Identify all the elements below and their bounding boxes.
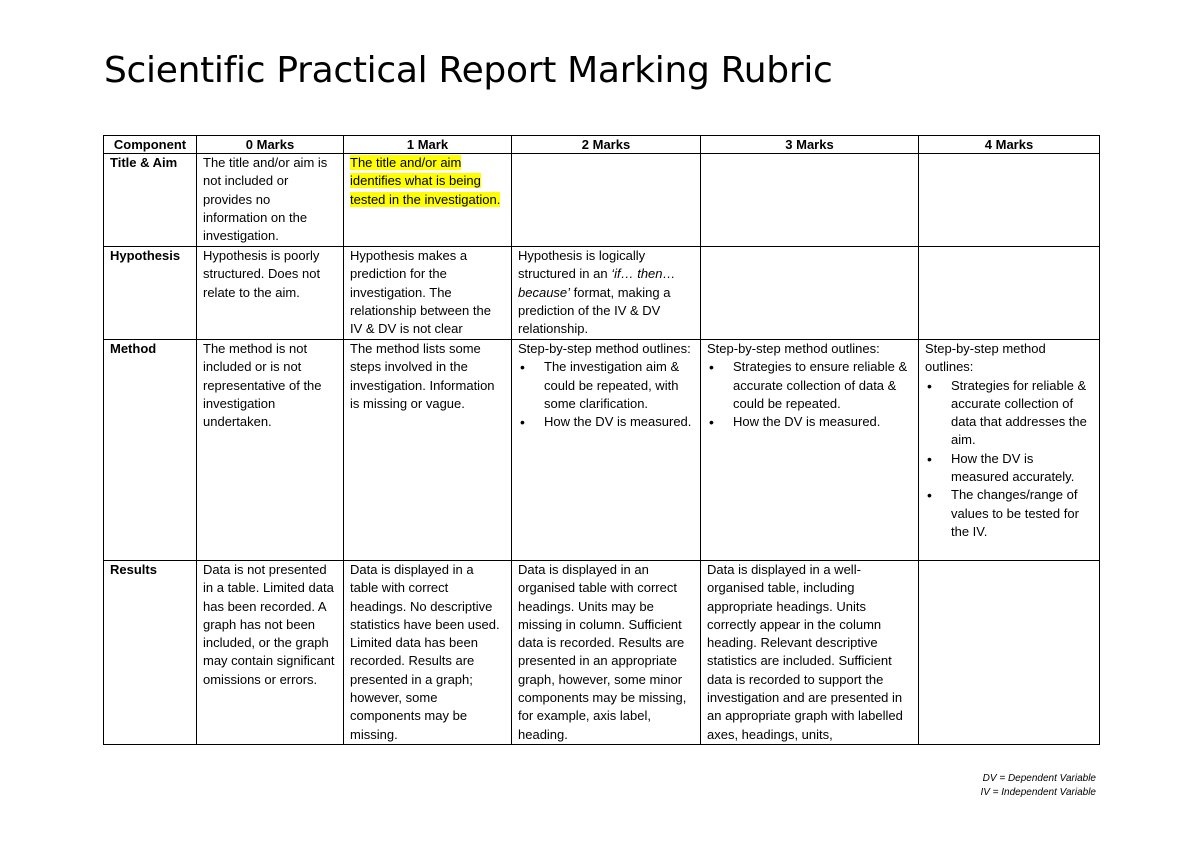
- row-label-results: Results: [104, 561, 197, 745]
- method-3-bullets: [707, 358, 912, 431]
- method-2-intro: Step-by-step method outlines:: [518, 341, 691, 356]
- hypothesis-2-text-a: Hypothesis is logically structured in an: [518, 248, 646, 282]
- list-item: • Strategies to ensure reliable & accurate collection of data & could be repeated.: [733, 358, 912, 413]
- cell-method-2: [512, 340, 701, 561]
- header-2-marks: 2 Marks: [512, 136, 701, 154]
- header-3-marks: 3 Marks: [701, 136, 919, 154]
- row-label-method: Method: [104, 340, 197, 561]
- table-row-results: [104, 561, 1100, 745]
- cell-method-3: [701, 340, 919, 561]
- header-0-marks: 0 Marks: [197, 136, 344, 154]
- cell-title-aim-4: [919, 154, 1100, 247]
- hypothesis-2-format: ‘if… then… because’: [518, 266, 676, 300]
- list-item: • How the DV is measured.: [544, 413, 694, 431]
- list-item: • Strategies for reliable & accurate collection of data that addresses the aim.: [951, 377, 1093, 450]
- header-component: Component: [104, 136, 197, 154]
- rubric-table: [103, 135, 1100, 745]
- cell-title-aim-2: [512, 154, 701, 247]
- method-2-bullets: [518, 358, 694, 431]
- hypothesis-2-text-b: format, making a prediction of the IV & DV relationship.: [518, 284, 671, 337]
- cell-results-0: Data is not presented in a table. Limited data has been recorded. A graph has not been included, or the graph may contain significant omissions or errors.: [197, 561, 344, 745]
- cell-hypothesis-3: [701, 247, 919, 340]
- cell-results-1: Data is displayed in a table with correct headings. No descriptive statistics have been used. Limited data has been recorded. Results are presented in a graph; however, some components may be missing.: [344, 561, 512, 745]
- list-item: • The changes/range of values to be tested for the IV.: [951, 486, 1093, 541]
- list-item: • How the DV is measured.: [733, 413, 912, 431]
- cell-title-aim-3: [701, 154, 919, 247]
- table-row-hypothesis: [104, 247, 1100, 340]
- footnote-iv: IV = Independent Variable: [980, 787, 1096, 798]
- cell-results-3: Data is displayed in a well-organised table, including appropriate headings. Units correctly appear in the column heading. Relevant descriptive statistics are included. Sufficient data is recorded to support the investigation and are presented in an appropriate graph with labelled axes, headings, units,: [701, 561, 919, 745]
- cell-method-1: The method lists some steps involved in the investigation. Information is missing or vague.: [344, 340, 512, 561]
- method-4-intro: Step-by-step method outlines:: [925, 341, 1046, 375]
- cell-hypothesis-0: Hypothesis is poorly structured. Does not relate to the aim.: [197, 247, 344, 340]
- cell-results-4: [919, 561, 1100, 745]
- header-row: [104, 136, 1100, 154]
- table-row-title-aim: [104, 154, 1100, 247]
- cell-hypothesis-4: [919, 247, 1100, 340]
- cell-title-aim-0: The title and/or aim is not included or provides no information on the investigation.: [197, 154, 344, 247]
- cell-hypothesis-1: Hypothesis makes a prediction for the investigation. The relationship between the IV & DV is not clear: [344, 247, 512, 340]
- cell-title-aim-1: [344, 154, 512, 247]
- cell-hypothesis-2: [512, 247, 701, 340]
- list-item: • How the DV is measured accurately.: [951, 450, 1093, 487]
- row-label-hypothesis: Hypothesis: [104, 247, 197, 340]
- header-4-marks: 4 Marks: [919, 136, 1100, 154]
- cell-method-0: The method is not included or is not representative of the investigation undertaken.: [197, 340, 344, 561]
- footnote-dv: DV = Dependent Variable: [982, 773, 1096, 784]
- header-1-mark: 1 Mark: [344, 136, 512, 154]
- highlighted-text: The title and/or aim identifies what is being tested in the investigation.: [350, 155, 501, 207]
- page-title: Scientific Practical Report Marking Rubric: [104, 50, 833, 91]
- cell-method-4: [919, 340, 1100, 561]
- cell-results-2: Data is displayed in an organised table with correct headings. Units may be missing in column. Sufficient data is recorded. Results are presented in an appropriate graph, however, some minor components may be missing, for example, axis label, heading.: [512, 561, 701, 745]
- table-row-method: [104, 340, 1100, 561]
- row-label-title-aim: Title & Aim: [104, 154, 197, 247]
- method-4-bullets: [925, 377, 1093, 542]
- list-item: • The investigation aim & could be repeated, with some clarification.: [544, 358, 694, 413]
- method-3-intro: Step-by-step method outlines:: [707, 341, 880, 356]
